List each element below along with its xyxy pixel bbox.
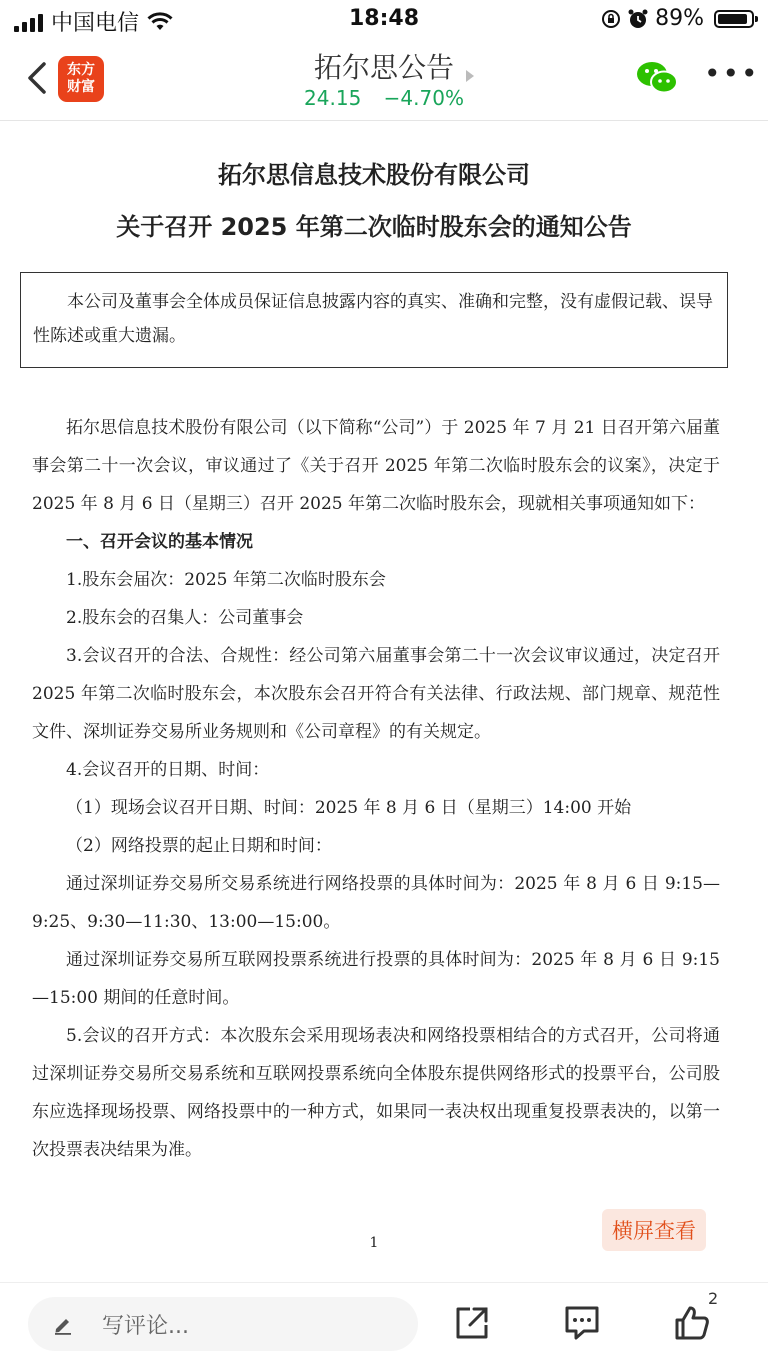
- page-title[interactable]: 拓尔思公告: [313, 51, 454, 84]
- status-bar: [0, 0, 768, 40]
- stock-price: 24.15: [304, 86, 362, 110]
- logo-text-line2: 财富: [67, 79, 95, 95]
- body-paragraph: （2）网络投票的起止日期和时间：: [66, 836, 332, 856]
- bottom-action-bar: [0, 1282, 768, 1367]
- like-icon[interactable]: [672, 1303, 712, 1343]
- caret-right-icon: [466, 70, 474, 82]
- share-icon[interactable]: [452, 1303, 492, 1343]
- comment-placeholder: 写评论...: [102, 1313, 189, 1339]
- comment-input[interactable]: [28, 1297, 418, 1351]
- comments-icon[interactable]: [562, 1303, 602, 1343]
- body-paragraph: 3.会议召开的合法、合规性：经公司第六届董事会第二十一次会议审议通过，决定召开 2025 年第二次临时股东会，本次股东会召开符合有关法律、行政法规、部门规章、规范性文件、深圳证券交易所业务规则和《公司章程》的有关规定。: [32, 646, 720, 742]
- body-paragraph: 1.股东会届次：2025 年第二次临时股东会: [66, 570, 386, 590]
- battery-icon: [714, 10, 754, 28]
- intro-paragraph: 拓尔思信息技术股份有限公司（以下简称“公司”）于 2025 年 7 月 21 日召开第六届董事会第二十一次会议，审议通过了《关于召开 2025 年第二次临时股东会的议案》，决定于 2025 年 8 月 6 日（星期三）召开 2025 年第二次临时股东会，现就相关事项通知如下：: [32, 418, 720, 514]
- navigation-bar: [0, 40, 768, 121]
- body-paragraph: 2.股东会的召集人：公司董事会: [66, 608, 304, 628]
- announcement-title: 关于召开 2025 年第二次临时股东会的通知公告: [116, 213, 632, 241]
- body-paragraph: （1）现场会议召开日期、时间：2025 年 8 月 6 日（星期三）14:00 开始: [66, 798, 632, 818]
- alarm-icon: [627, 8, 649, 30]
- stock-change: −4.70%: [383, 86, 464, 110]
- section-heading: 一、召开会议的基本情况: [66, 532, 253, 552]
- battery-percentage: 89%: [655, 6, 704, 31]
- more-options-icon[interactable]: •••: [704, 57, 760, 90]
- company-name-heading: 拓尔思信息技术股份有限公司: [218, 161, 530, 189]
- document-body: [32, 409, 720, 1169]
- pencil-icon: [52, 1313, 74, 1335]
- rotation-lock-icon: [601, 9, 621, 29]
- like-count: 2: [708, 1289, 719, 1308]
- carrier-name: 中国电信: [51, 11, 140, 36]
- landscape-view-button[interactable]: 横屏查看: [602, 1209, 706, 1251]
- clock: 18:48: [348, 6, 420, 31]
- page-number: 1: [369, 1235, 379, 1251]
- disclosure-notice-box: 本公司及董事会全体成员保证信息披露内容的真实、准确和完整，没有虚假记载、误导性陈述或重大遗漏。: [20, 272, 728, 368]
- body-paragraph: 4.会议召开的日期、时间：: [66, 760, 270, 780]
- body-paragraph: 通过深圳证券交易所交易系统进行网络投票的具体时间为：2025 年 8 月 6 日 9:15—9:25、9:30—11:30、13:00—15:00。: [32, 874, 720, 932]
- announcement-document: [0, 121, 768, 1281]
- body-paragraph: 通过深圳证券交易所互联网投票系统进行投票的具体时间为：2025 年 8 月 6 日 9:15—15:00 期间的任意时间。: [32, 950, 720, 1008]
- body-paragraph: 5.会议的召开方式：本次股东会采用现场表决和网络投票相结合的方式召开，公司将通过深圳证券交易所交易系统和互联网投票系统向全体股东提供网络形式的投票平台，公司股东应选择现场投票、网络投票中的一种方式，如果同一表决权出现重复投票表决的，以第一次投票表决结果为准。: [32, 1026, 720, 1160]
- wechat-share-icon[interactable]: [636, 60, 678, 96]
- logo-text-line1: 东方: [67, 62, 95, 78]
